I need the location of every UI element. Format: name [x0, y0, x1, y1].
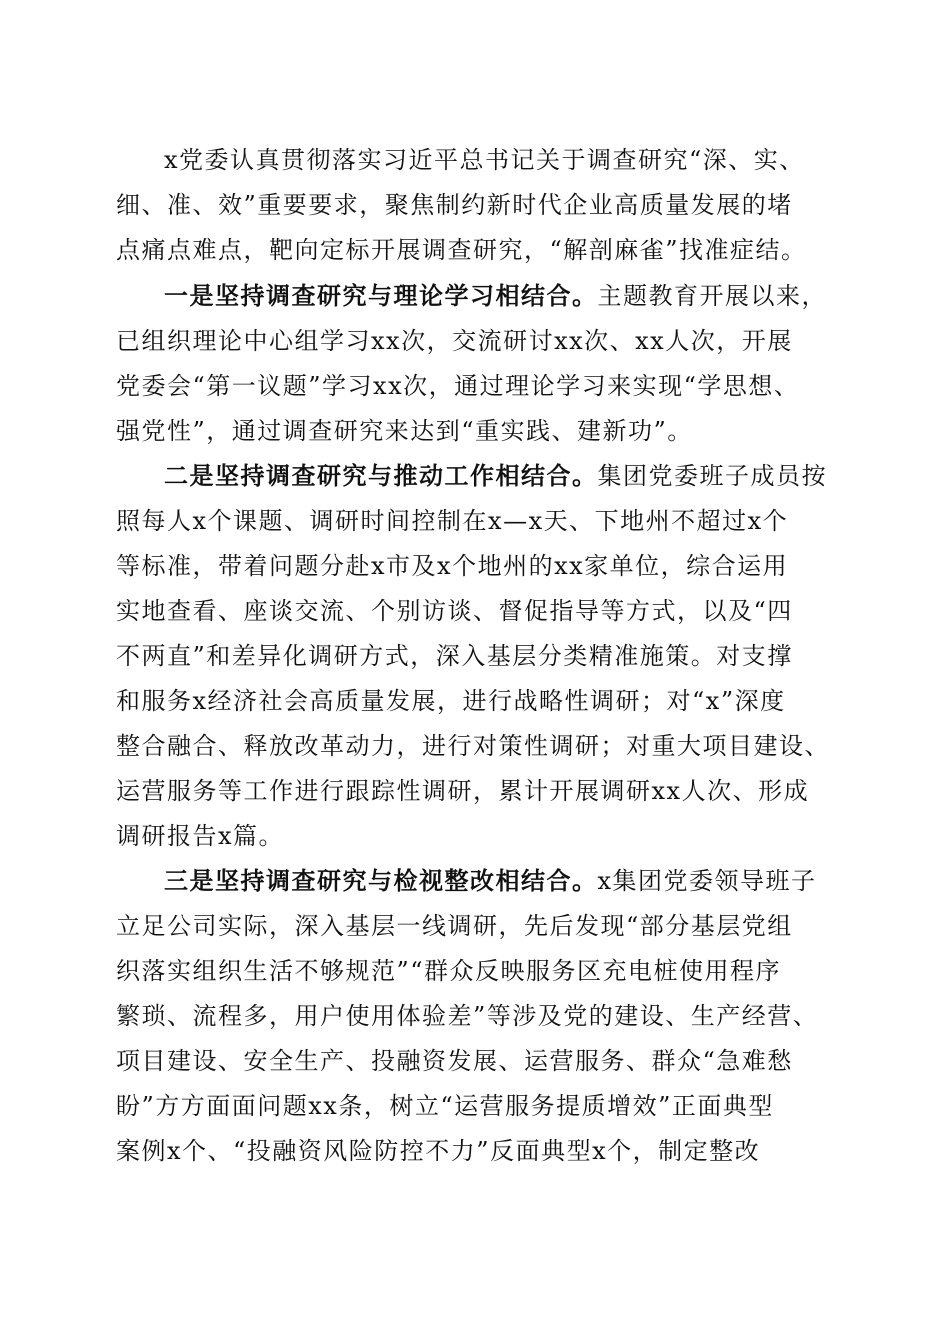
paragraph-line — [116, 1041, 846, 1081]
body-text: 党委会“第一议题”学习xx次，通过理论学习来实现“学思想、 — [116, 372, 800, 400]
paragraph-line — [116, 230, 846, 270]
paragraph-line — [116, 1086, 846, 1126]
paragraph-line — [116, 771, 846, 811]
body-text: 繁琐、流程多，用户使用体验差”等涉及党的建设、生产经营、 — [116, 1002, 819, 1030]
body-text: 点痛点难点，靶向定标开展调查研究，“解剖麻雀”找准症结。 — [116, 236, 807, 264]
body-text: x集团党委领导班子 — [597, 867, 817, 895]
paragraph-line — [164, 276, 846, 316]
body-text: 强党性”，通过调查研究来达到“重实践、建新功”。 — [116, 417, 693, 445]
body-text: 已组织理论中心组学习xx次，交流研讨xx次、xx人次，开展 — [116, 327, 793, 355]
paragraph-line — [116, 996, 846, 1036]
section-heading: 二是坚持调查研究与推动工作相结合。 — [164, 461, 598, 490]
body-text: 案例x个、“投融资风险防控不力”反面典型x个，制定整改 — [116, 1137, 761, 1165]
body-text: 主题教育开展以来， — [597, 282, 827, 310]
body-text: 运营服务等工作进行跟踪性调研，累计开展调研xx人次、形成 — [116, 777, 810, 805]
body-text: 照每人x个课题、调研时间控制在x—x天、下地州不超过x个 — [116, 507, 789, 535]
paragraph-line — [116, 366, 846, 406]
section-heading: 一是坚持调查研究与理论学习相结合。 — [164, 281, 598, 310]
paragraph-line — [116, 185, 846, 225]
body-text: 盼”方方面面问题xx条，树立“运营服务提质增效”正面典型 — [116, 1092, 774, 1120]
paragraph-line — [116, 1131, 846, 1171]
body-text: 调研报告x篇。 — [116, 822, 285, 850]
paragraph-line — [116, 591, 846, 631]
body-text: 立足公司实际，深入基层一线调研，先后发现“部分基层党组 — [116, 912, 793, 940]
body-text: x党委认真贯彻落实习近平总书记关于调查研究“深、实、 — [164, 146, 805, 174]
body-text: 实地查看、座谈交流、个别访谈、督促指导等方式，以及“四 — [116, 597, 793, 625]
paragraph-line — [116, 636, 846, 676]
paragraph-line — [116, 816, 846, 856]
paragraph-line — [116, 906, 846, 946]
paragraph-line — [116, 681, 846, 721]
paragraph-line — [116, 501, 846, 541]
body-text: 织落实组织生活不够规范”“群众反映服务区充电桩使用程序 — [116, 957, 782, 985]
paragraph-line — [116, 411, 846, 451]
paragraph-line — [116, 546, 846, 586]
body-text: 不两直”和差异化调研方式，深入基层分类精准施策。对支撑 — [116, 642, 793, 670]
paragraph-line — [164, 140, 846, 180]
paragraph-line — [116, 321, 846, 361]
paragraph-line — [116, 726, 846, 766]
body-text: 和服务x经济社会高质量发展，进行战略性调研；对“x”深度 — [116, 687, 786, 715]
paragraph-line — [164, 861, 846, 901]
body-text: 等标准，带着问题分赴x市及x个地州的xx家单位，综合运用 — [116, 552, 789, 580]
paragraph-line — [116, 951, 846, 991]
paragraph-line — [164, 456, 846, 496]
body-text: 项目建设、安全生产、投融资发展、运营服务、群众“急难愁 — [116, 1047, 793, 1075]
body-text: 集团党委班子成员按 — [597, 462, 827, 490]
body-text: 细、准、效”重要要求，聚焦制约新时代企业高质量发展的堵 — [116, 191, 793, 219]
section-heading: 三是坚持调查研究与检视整改相结合。 — [164, 866, 598, 895]
body-text: 整合融合、释放改革动力，进行对策性调研；对重大项目建设、 — [116, 732, 830, 760]
